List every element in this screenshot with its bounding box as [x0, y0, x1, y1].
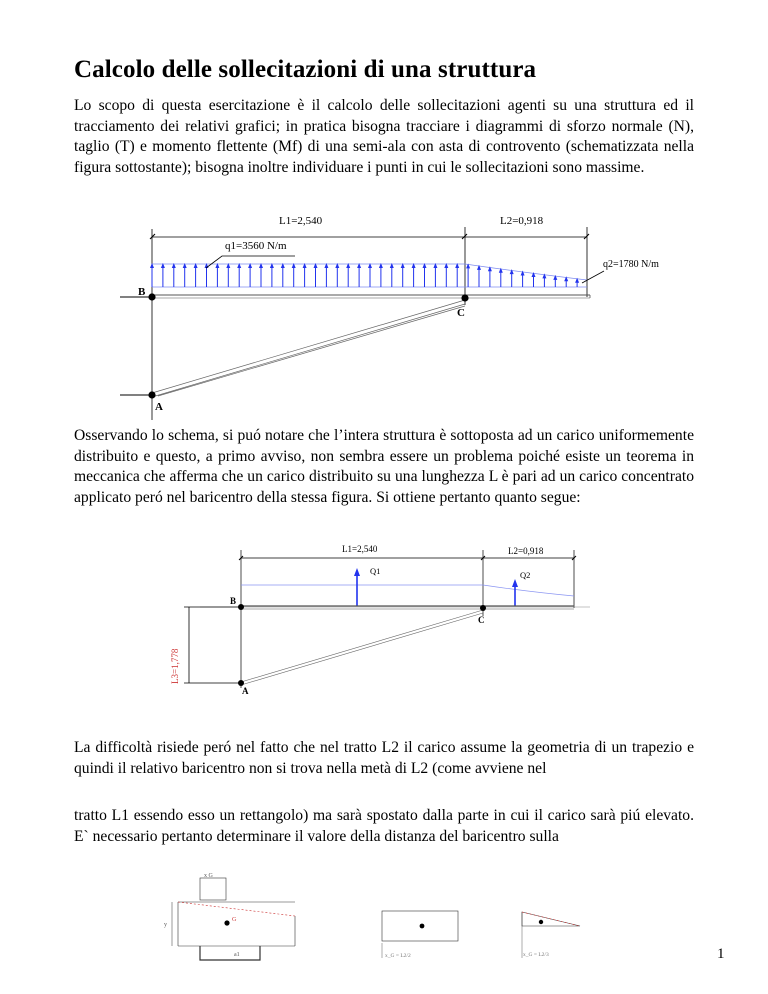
- dimension-label-l1: L1=2,540: [342, 544, 378, 554]
- sketch-label-y: y: [164, 922, 167, 928]
- label-point-b: B: [138, 286, 146, 298]
- dimension-lines: [152, 227, 587, 420]
- bracing-strut: [152, 300, 465, 397]
- page-number: 1: [717, 946, 725, 962]
- dimension-label-l2: L2=0,918: [508, 546, 544, 556]
- rectangle-centroid: [420, 924, 425, 929]
- trapezoid-decomposition-figure: [0, 868, 768, 994]
- concentrated-load-diagram: [0, 538, 768, 700]
- resultant-q1-head: [354, 568, 360, 576]
- rectangle-label: x_G = L2/2: [385, 953, 411, 959]
- dimension-label-l2: L2=0,918: [500, 215, 544, 227]
- triangle-label: x_G = L2/3: [523, 952, 549, 958]
- load-label-q2: q2=1780 N/m: [603, 259, 659, 270]
- load-envelope-2: [241, 585, 574, 596]
- resultant-q2-label: Q2: [520, 570, 531, 580]
- dimension-ticks: [150, 234, 589, 239]
- leader-line-q2: [582, 271, 604, 283]
- sketch-label-bottom: a1: [234, 952, 240, 958]
- label-point-a-2: A: [242, 686, 249, 696]
- rectangle-sketch: [382, 911, 458, 958]
- node-b: [148, 293, 155, 300]
- load-arrow-head: [532, 272, 536, 277]
- node-c: [461, 294, 468, 301]
- theorem-paragraph: Osservando lo schema, si puó notare che l’intera struttura è sottoposta ad un carico uniformemente distribuito e questo, a primo avviso, non sembra essere un problema poiché esiste un teorema in meccanica che afferma che un carico distribuito su una lunghezza L è pari ad un carico concentrato applicato peró nel baricentro della stessa figura. Si ottiene pertanto quanto segue:: [74, 427, 694, 506]
- dimension-label-l3: L3=1,778: [170, 648, 180, 684]
- triangle-centroid: [539, 920, 543, 924]
- difficulty-paragraph: La difficoltà risiede peró nel fatto che nel tratto L2 il carico assume la geometria di un trapezio e quindi il relativo baricentro non si trova nella metà di L2 (come avviene nel: [74, 739, 694, 777]
- node-b-2: [238, 604, 244, 610]
- node-c-2: [480, 605, 486, 611]
- label-point-b-2: B: [230, 596, 237, 606]
- dimension-label-l1: L1=2,540: [279, 215, 323, 227]
- wing-beam: [152, 295, 590, 298]
- continuation-paragraph: tratto L1 essendo esso un rettangolo) ma sarà spostato dalla parte in cui il carico sarà piú elevato. E` necessario pertanto determinare il valore della distanza del baricentro sulla: [74, 807, 694, 845]
- load-label-q1: q1=3560 N/m: [225, 240, 287, 252]
- load-arrow-head: [542, 273, 546, 278]
- sketch-label-g: G: [232, 917, 237, 923]
- intro-paragraph: Lo scopo di questa esercitazione è il calcolo delle sollecitazioni agenti su una struttura ed il tracciamento dei relativi grafici; in pratica bisogna tracciare i diagrammi di sforzo normale (N), taglio (T) e momento flettente (Mf) di una semi-ala con asta di controvento (schematizzata nella figura sottostante); bisogna inoltre individuare i punti in cui le sollecitazioni sono massime.: [74, 97, 694, 176]
- load-arrow-head: [510, 269, 514, 274]
- label-point-a: A: [155, 401, 163, 413]
- resultant-q1-label: Q1: [370, 566, 381, 576]
- wing-beam-2: [241, 606, 574, 609]
- label-point-c: C: [457, 307, 465, 319]
- bracing-strut-2: [241, 610, 483, 685]
- node-a: [148, 391, 155, 398]
- trapezoid-centroid: [224, 920, 229, 925]
- distributed-load-arrows: [150, 263, 579, 287]
- page-title: Calcolo delle sollecitazioni di una struttura: [74, 56, 537, 83]
- structure-diagram: [0, 205, 768, 420]
- resultant-q2-head: [512, 579, 518, 587]
- sketch-label-top: x G: [204, 873, 213, 879]
- label-point-c-2: C: [478, 615, 485, 625]
- load-arrow-head: [521, 271, 525, 276]
